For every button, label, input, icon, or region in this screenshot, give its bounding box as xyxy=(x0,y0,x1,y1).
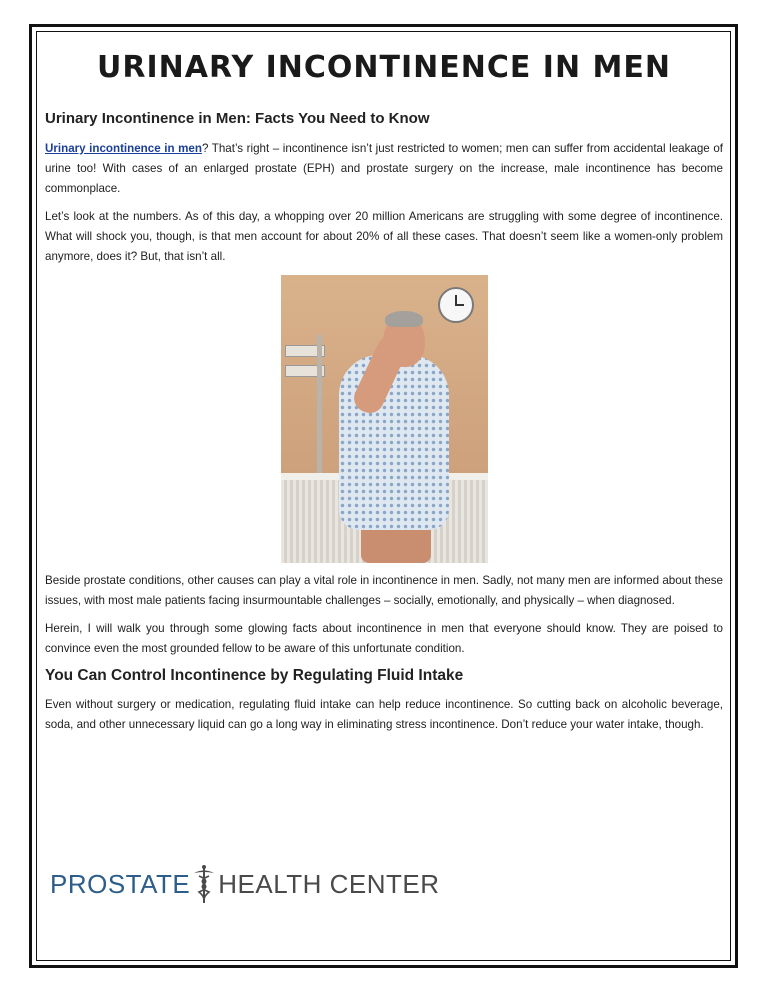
page-title: URINARY INCONTINENCE IN MEN xyxy=(97,50,671,85)
paragraph-facts: Herein, I will walk you through some glowing facts about incontinence in men that everyone should know. They are poised to convince even the most grounded fellow to be aware of this unfortunate condition. xyxy=(45,622,723,655)
paragraph-numbers: Let’s look at the numbers. As of this day, a whopping over 20 million Americans are struggling with some degree of incontinence. What will shock you, though, is that men account for about 20% of all these cases. That doesn’t seem like a women-only problem anymore, does it? But, that isn’t all. xyxy=(45,210,723,263)
article-content xyxy=(45,110,723,743)
incontinence-link[interactable]: Urinary incontinence in men xyxy=(45,142,202,155)
patient-photo xyxy=(281,275,488,563)
man-hair xyxy=(385,311,423,327)
paragraph-intro-text: ? That’s right – incontinence isn’t just restricted to women; men can suffer from accidental leakage of urine too! With cases of an enlarged prostate (EPH) and prostate surgery on the increase, male incontinence has become commonplace. xyxy=(45,142,723,195)
medical-scale xyxy=(281,335,323,475)
logo-health-center-text: HEALTH CENTER xyxy=(218,869,440,899)
section-heading-fluid: You Can Control Incontinence by Regulating Fluid Intake xyxy=(45,667,464,684)
logo-prostate-text: PROSTATE xyxy=(50,869,191,899)
caduceus-icon xyxy=(192,864,216,904)
paragraph-fluid: Even without surgery or medication, regulating fluid intake can help reduce incontinence. So cutting back on alcoholic beverage, soda, and other unnecessary liquid can go a long way in eliminating stress incontinence. Don’t reduce your water intake, though. xyxy=(45,698,723,731)
prostate-health-center-logo xyxy=(50,866,440,902)
paragraph-intro xyxy=(45,139,723,199)
article-heading: Urinary Incontinence in Men: Facts You Need to Know xyxy=(45,110,430,127)
wall-clock xyxy=(438,287,474,323)
paragraph-causes: Beside prostate conditions, other causes can play a vital role in incontinence in men. Sadly, not many men are informed about these issues, with most male patients facing insurmountable challenges – socially, emotionally, and physically – when diagnosed. xyxy=(45,574,723,607)
